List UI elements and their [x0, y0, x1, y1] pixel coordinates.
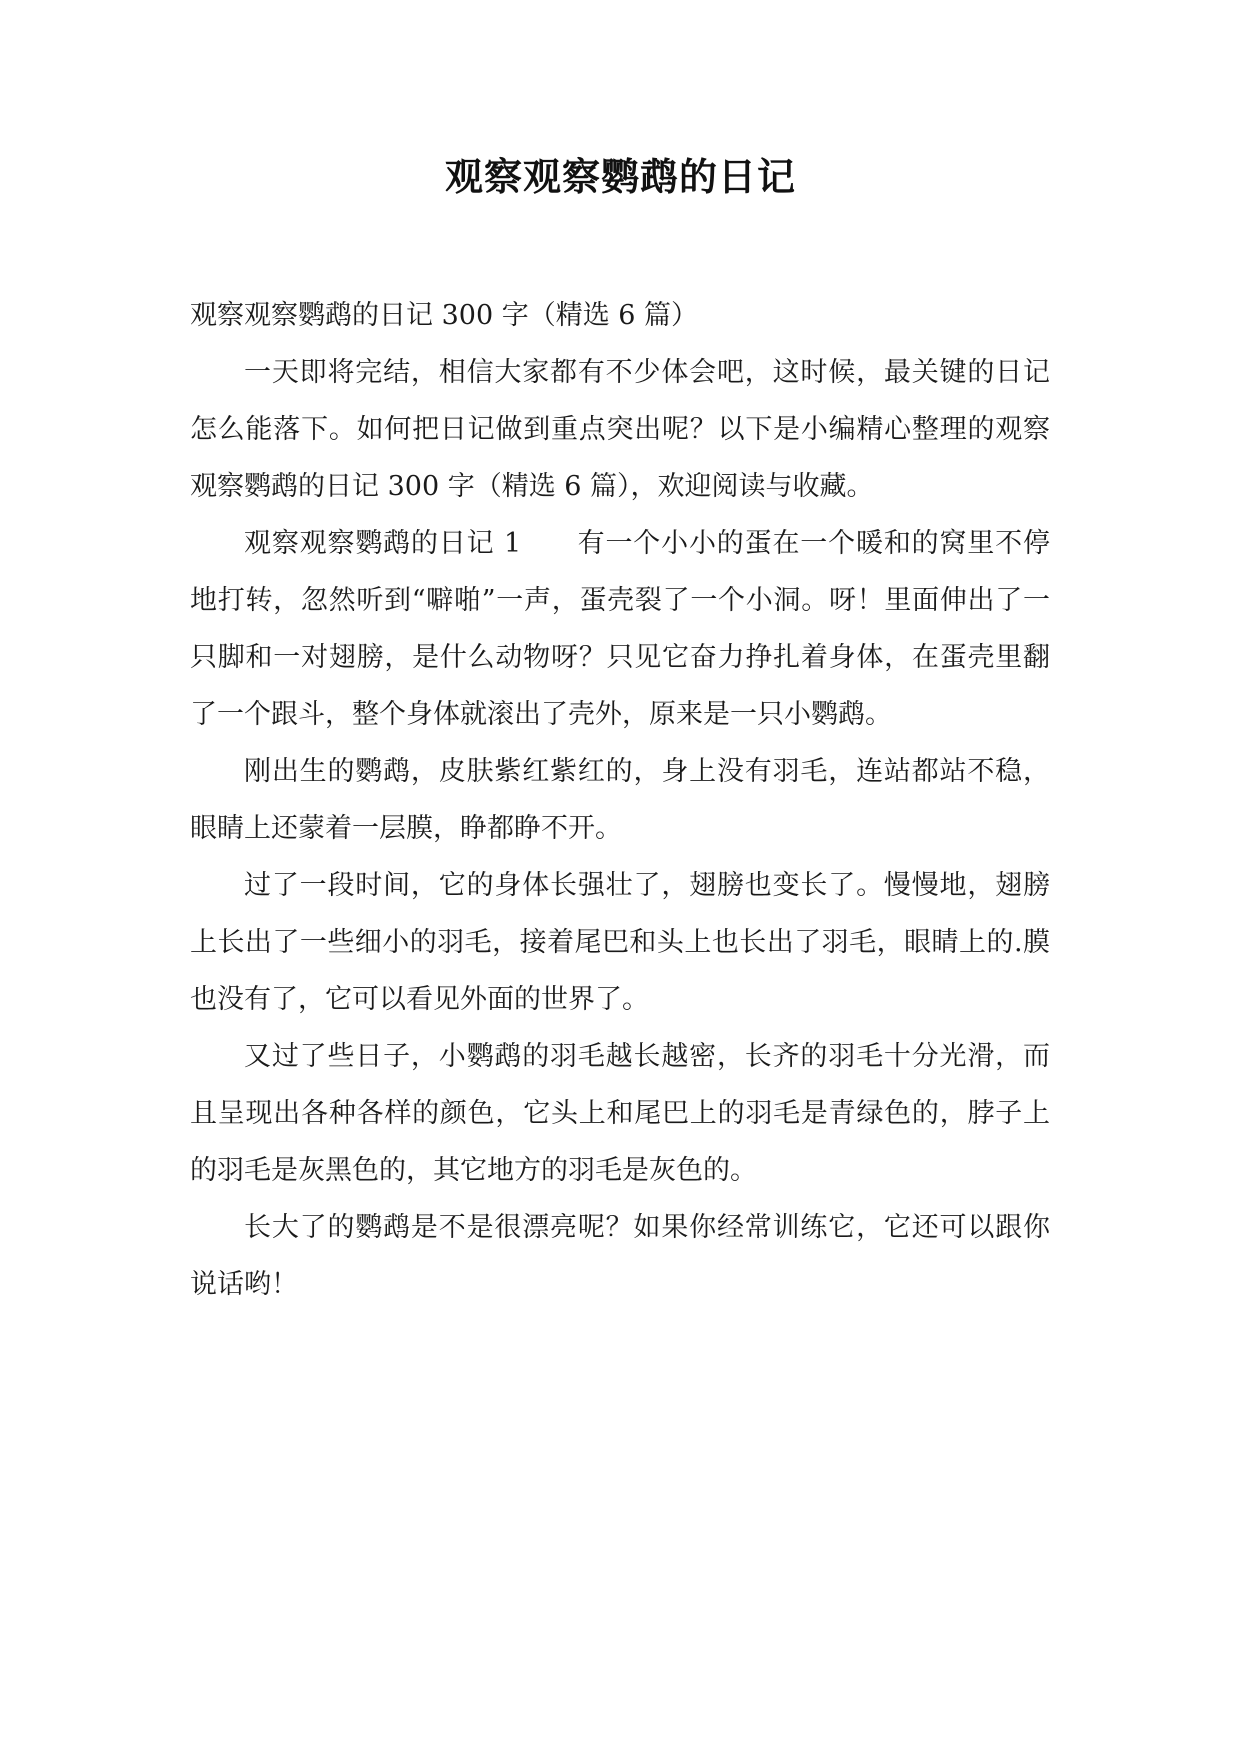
diary-1-paragraph-feathers: 又过了些日子，小鹦鹉的羽毛越长越密，长齐的羽毛十分光滑，而且呈现出各种各样的颜色，它头上和尾巴上的羽毛是青绿色的，脖子上的羽毛是灰黑色的，其它地方的羽毛是灰色的。	[190, 1041, 1050, 1186]
diary-1-paragraph-hatching: 观察观察鹦鹉的日记 1 有一个小小的蛋在一个暖和的窝里不停地打转，忽然听到“噼啪”一声，蛋壳裂了一个小洞。呀！里面伸出了一只脚和一对翅膀，是什么动物呀？只见它奋力挣扎着身体，在蛋壳里翻了一个跟斗，整个身体就滚出了壳外，原来是一只小鹦鹉。	[190, 528, 1050, 730]
document-subtitle: 观察观察鹦鹉的日记 300 字（精选 6 篇）	[190, 300, 699, 331]
document-title: 观察观察鹦鹉的日记	[444, 155, 796, 199]
intro-paragraph: 一天即将完结，相信大家都有不少体会吧，这时候，最关键的日记怎么能落下。如何把日记做到重点突出呢？以下是小编精心整理的观察观察鹦鹉的日记 300 字（精选 6 篇），欢迎阅读与收藏。	[190, 357, 1050, 502]
document-body	[190, 287, 1050, 1313]
diary-1-paragraph-newborn: 刚出生的鹦鹉，皮肤紫红紫红的，身上没有羽毛，连站都站不稳，眼睛上还蒙着一层膜，睁都睁不开。	[190, 756, 1050, 844]
diary-1-paragraph-growing: 过了一段时间，它的身体长强壮了，翅膀也变长了。慢慢地，翅膀上长出了一些细小的羽毛，接着尾巴和头上也长出了羽毛，眼睛上的.膜也没有了，它可以看见外面的世界了。	[190, 870, 1050, 1015]
diary-1-paragraph-conclusion: 长大了的鹦鹉是不是很漂亮呢？如果你经常训练它，它还可以跟你说话哟！	[190, 1212, 1050, 1300]
